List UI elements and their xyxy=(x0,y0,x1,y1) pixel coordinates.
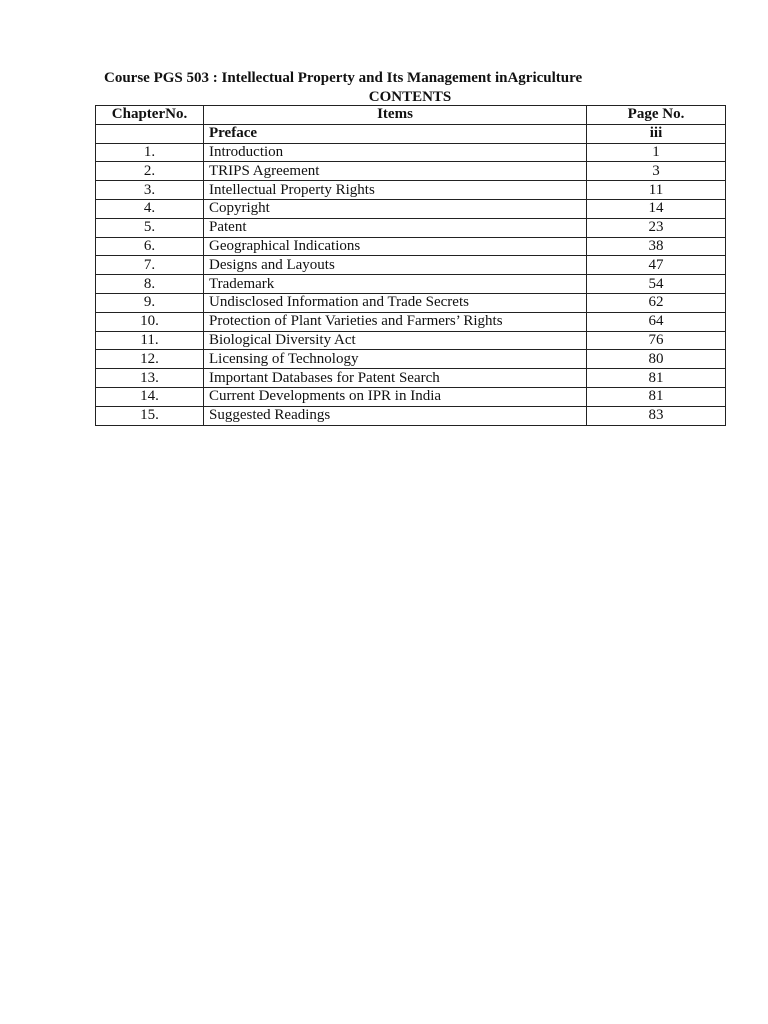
chapter-title: Introduction xyxy=(204,143,587,162)
course-title: Course PGS 503 : Intellectual Property and Its Management inAgriculture xyxy=(104,70,583,86)
header-chapter-no: ChapterNo. xyxy=(96,106,204,125)
table-row xyxy=(96,162,726,181)
chapter-number: 12. xyxy=(96,350,204,369)
page-number: 38 xyxy=(587,237,726,256)
table-row xyxy=(96,331,726,350)
table-row xyxy=(96,218,726,237)
table-row xyxy=(96,350,726,369)
table-row xyxy=(96,293,726,312)
chapter-title: Protection of Plant Varieties and Farmers’ Rights xyxy=(204,312,587,331)
chapter-title: Patent xyxy=(204,218,587,237)
page-number: 81 xyxy=(587,387,726,406)
table-row xyxy=(96,312,726,331)
header-items: Items xyxy=(204,106,587,125)
table-row xyxy=(96,199,726,218)
page-number: 11 xyxy=(587,181,726,200)
chapter-number: 2. xyxy=(96,162,204,181)
table-row xyxy=(96,275,726,294)
chapter-title: Biological Diversity Act xyxy=(204,331,587,350)
chapter-title: Suggested Readings xyxy=(204,406,587,425)
chapter-number: 8. xyxy=(96,275,204,294)
chapter-title: Intellectual Property Rights xyxy=(204,181,587,200)
table-header-row xyxy=(96,106,726,125)
chapter-title: Designs and Layouts xyxy=(204,256,587,275)
page-number: 54 xyxy=(587,275,726,294)
chapter-title: Copyright xyxy=(204,199,587,218)
table-row xyxy=(96,256,726,275)
chapter-number: 4. xyxy=(96,199,204,218)
page-number: 81 xyxy=(587,369,726,388)
chapter-number: 7. xyxy=(96,256,204,275)
chapter-number: 10. xyxy=(96,312,204,331)
chapter-number: 1. xyxy=(96,143,204,162)
chapter-number: 5. xyxy=(96,218,204,237)
table-row xyxy=(96,406,726,425)
chapter-title: Undisclosed Information and Trade Secrets xyxy=(204,293,587,312)
chapter-number xyxy=(96,124,204,143)
contents-heading: CONTENTS xyxy=(368,89,452,105)
chapter-number: 11. xyxy=(96,331,204,350)
page-number: 62 xyxy=(587,293,726,312)
table-row-preface xyxy=(96,124,726,143)
page-number: 64 xyxy=(587,312,726,331)
chapter-number: 9. xyxy=(96,293,204,312)
chapter-title: Trademark xyxy=(204,275,587,294)
chapter-title: TRIPS Agreement xyxy=(204,162,587,181)
table-row xyxy=(96,387,726,406)
chapter-number: 14. xyxy=(96,387,204,406)
table-row xyxy=(96,369,726,388)
chapter-title: Geographical Indications xyxy=(204,237,587,256)
chapter-title: Preface xyxy=(204,124,587,143)
page-number: 1 xyxy=(587,143,726,162)
chapter-number: 15. xyxy=(96,406,204,425)
table-row xyxy=(96,237,726,256)
page-number: 14 xyxy=(587,199,726,218)
chapter-number: 6. xyxy=(96,237,204,256)
contents-table xyxy=(95,105,726,426)
page-number: iii xyxy=(587,124,726,143)
page-number: 23 xyxy=(587,218,726,237)
chapter-number: 13. xyxy=(96,369,204,388)
header-page-no: Page No. xyxy=(587,106,726,125)
page-number: 83 xyxy=(587,406,726,425)
chapter-title: Important Databases for Patent Search xyxy=(204,369,587,388)
page-number: 3 xyxy=(587,162,726,181)
chapter-title: Current Developments on IPR in India xyxy=(204,387,587,406)
table-row xyxy=(96,181,726,200)
chapter-number: 3. xyxy=(96,181,204,200)
table-row xyxy=(96,143,726,162)
page-number: 47 xyxy=(587,256,726,275)
page-number: 80 xyxy=(587,350,726,369)
page-number: 76 xyxy=(587,331,726,350)
chapter-title: Licensing of Technology xyxy=(204,350,587,369)
